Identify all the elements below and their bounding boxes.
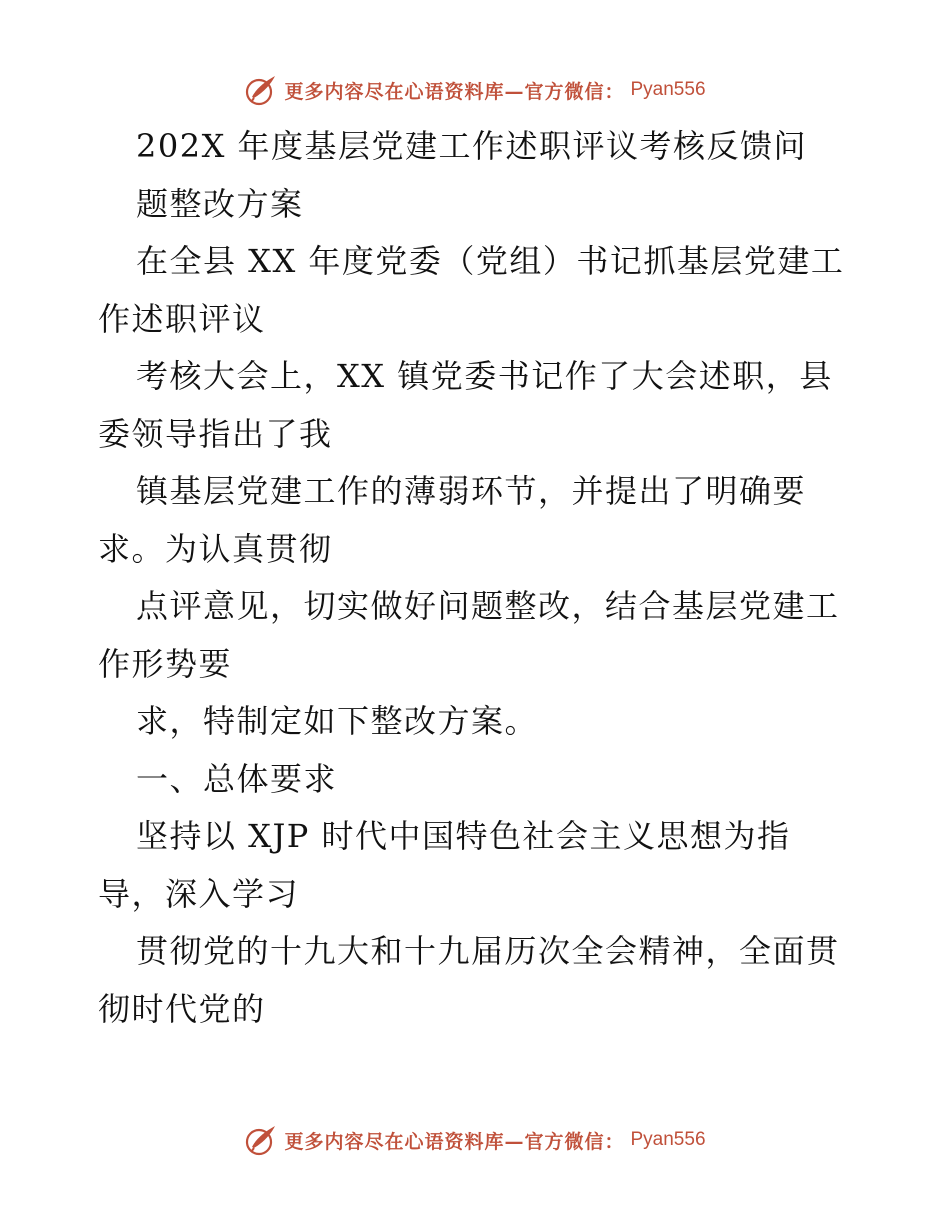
paragraph-line: 在全县 XX 年度党委（党组）书记抓基层党建工 bbox=[136, 242, 845, 280]
paragraph-line: 镇基层党建工作的薄弱环节，并提出了明确要 bbox=[136, 472, 807, 510]
paragraph-line: 委领导指出了我 bbox=[98, 414, 333, 453]
paragraph-line: 作形势要 bbox=[98, 644, 233, 683]
section-heading: 一、总体要求 bbox=[136, 759, 338, 798]
quill-pen-logo-icon bbox=[244, 73, 278, 107]
paragraph-line: 求。为认真贯彻 bbox=[98, 529, 333, 568]
paragraph-line: 贯彻党的十九大和十九届历次全会精神，全面贯 bbox=[136, 932, 840, 970]
paragraph-line: 导，深入学习 bbox=[98, 874, 300, 913]
paragraph-line: 求，特制定如下整改方案。 bbox=[136, 702, 539, 740]
watermark-wechat-id: Pyan556 bbox=[630, 79, 706, 100]
watermark-footer bbox=[0, 1120, 950, 1160]
document-title-line-2: 题整改方案 bbox=[136, 184, 304, 223]
document-body bbox=[98, 118, 858, 1038]
paragraph-line: 彻时代党的 bbox=[98, 989, 266, 1028]
watermark-text: 更多内容尽在心语资料库—官方微信： bbox=[284, 80, 625, 103]
paragraph-line: 点评意见，切实做好问题整改，结合基层党建工 bbox=[136, 587, 840, 625]
quill-pen-logo-icon bbox=[244, 1123, 278, 1157]
paragraph-line: 考核大会上，XX 镇党委书记作了大会述职，县 bbox=[136, 357, 833, 395]
paragraph-line: 作述职评议 bbox=[98, 299, 266, 338]
paragraph-line: 坚持以 XJP 时代中国特色社会主义思想为指 bbox=[136, 817, 791, 855]
watermark-header bbox=[0, 70, 950, 110]
document-title-line-1: 202X 年度基层党建工作述职评议考核反馈问 bbox=[136, 127, 808, 165]
watermark-wechat-id: Pyan556 bbox=[630, 1129, 706, 1150]
watermark-text: 更多内容尽在心语资料库—官方微信： bbox=[284, 1130, 625, 1153]
